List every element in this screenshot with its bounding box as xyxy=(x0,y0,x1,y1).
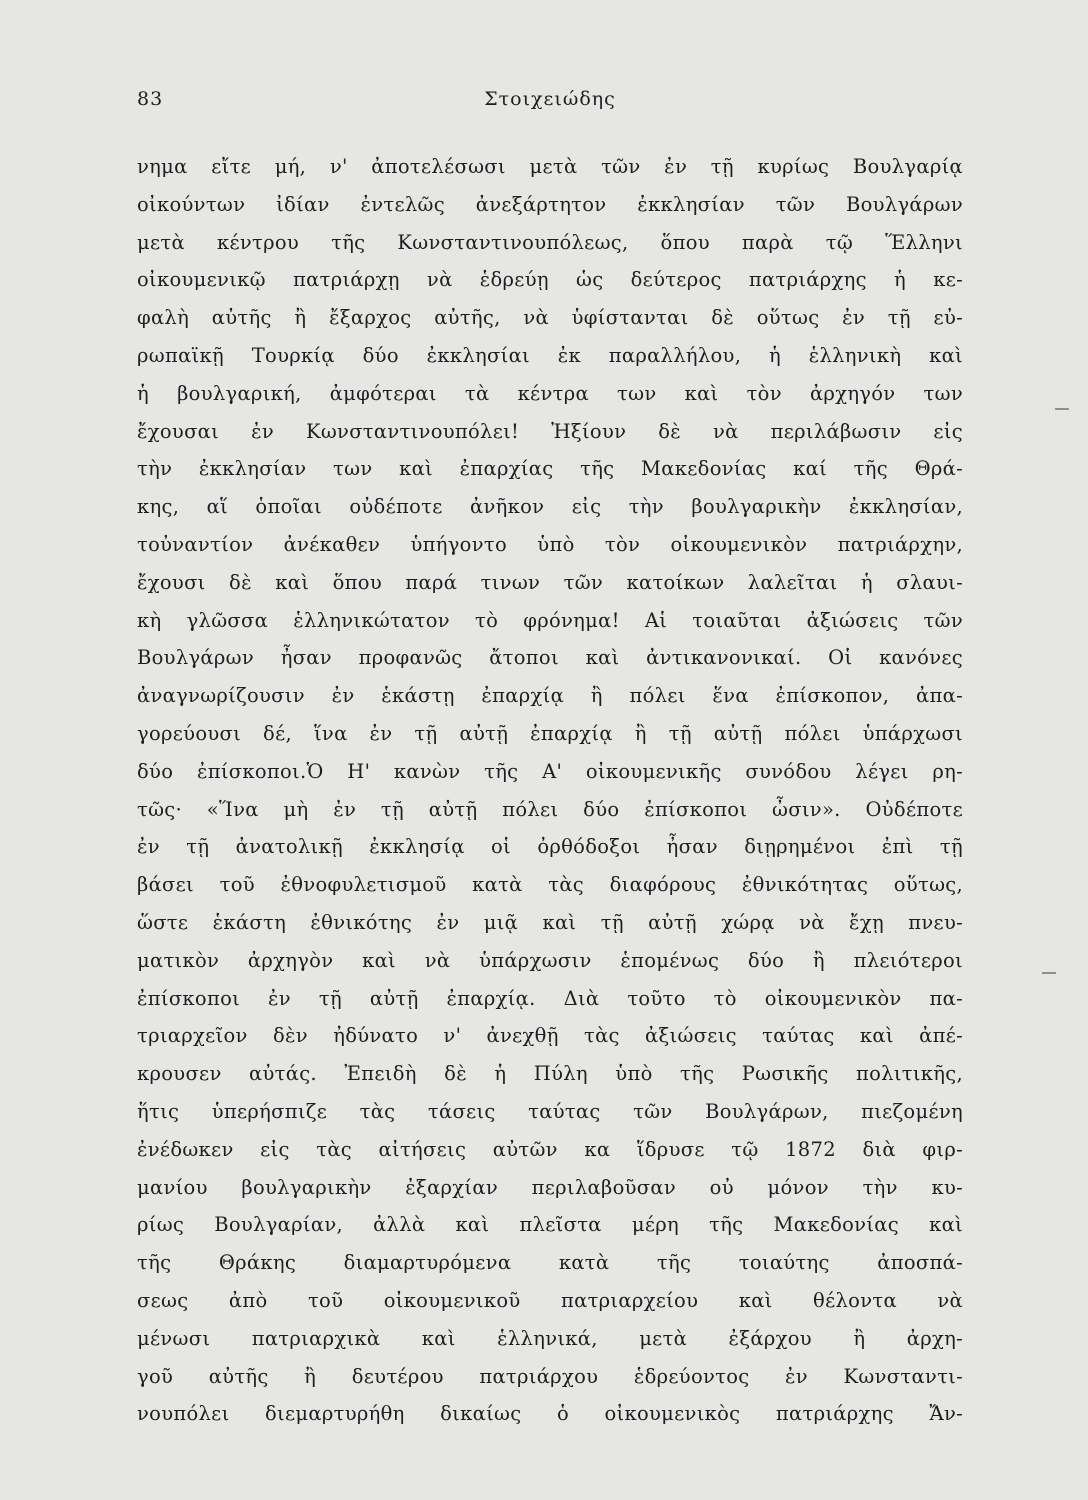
text-line: ἔχουσι δὲ καὶ ὅπου παρά τινων τῶν κατοίκων λαλεῖται ἡ σλαυι- xyxy=(137,570,963,594)
text-line: φαλὴ αὐτῆς ἢ ἔξαρχος αὐτῆς, νὰ ὑφίστανται δὲ οὕτως ἐν τῇ εὐ- xyxy=(137,306,963,330)
text-line: ἔχουσαι ἐν Κωνσταντινουπόλει! Ἠξίουν δὲ νὰ περιλάβωσιν εἰς xyxy=(137,419,963,443)
text-line: οἰκούντων ἰδίαν ἐντελῶς ἀνεξάρτητον ἐκκλησίαν τῶν Βουλγάρων xyxy=(137,192,963,216)
text-line: γορεύουσι δέ, ἵνα ἐν τῇ αὐτῇ ἐπαρχίᾳ ἢ τῇ αὐτῇ πόλει ὑπάρχωσι xyxy=(137,721,963,745)
text-line: ματικὸν ἀρχηγὸν καὶ νὰ ὑπάρχωσιν ἑπομένως δύο ἢ πλειότεροι xyxy=(137,948,963,972)
text-line: ἡ βουλγαρική, ἀμφότεραι τὰ κέντρα των καὶ τὸν ἀρχηγόν των xyxy=(137,381,963,405)
text-line: γοῦ αὐτῆς ἢ δευτέρου πατριάρχου ἑδρεύοντος ἐν Κωνσταντι- xyxy=(137,1364,963,1388)
text-line: ἥτις ὑπερήσπιζε τὰς τάσεις ταύτας τῶν Βουλγάρων, πιεζομένη xyxy=(137,1099,963,1123)
text-line: τῆς Θράκης διαμαρτυρόμενα κατὰ τῆς τοιαύτης ἀποσπά- xyxy=(137,1251,963,1275)
running-title: Στοιχειώδης xyxy=(484,88,616,110)
margin-speck xyxy=(1055,408,1069,410)
text-line: κρουσεν αὐτάς. Ἐπειδὴ δὲ ἡ Πύλη ὑπὸ τῆς Ρωσικῆς πολιτικῆς, xyxy=(137,1062,963,1086)
text-line: ρίως Βουλγαρίαν, ἀλλὰ καὶ πλεῖστα μέρη τῆς Μακεδονίας καὶ xyxy=(137,1213,963,1237)
text-line: ἐν τῇ ἀνατολικῇ ἐκκλησίᾳ οἱ ὀρθόδοξοι ἦσαν διῃρημένοι ἐπὶ τῇ xyxy=(137,835,963,859)
text-line: δύο ἐπίσκοποι.Ὁ Η' κανὼν τῆς Α' οἰκουμενικῆς συνόδου λέγει ρη- xyxy=(137,759,963,783)
text-line: νουπόλει διεμαρτυρήθη δικαίως ὁ οἰκουμενικὸς πατριάρχης Ἄν- xyxy=(137,1402,963,1426)
text-line: οἰκουμενικῷ πατριάρχῃ νὰ ἑδρεύῃ ὡς δεύτερος πατριάρχης ἡ κε- xyxy=(137,268,963,292)
text-line: ὥστε ἑκάστη ἐθνικότης ἐν μιᾷ καὶ τῇ αὐτῇ χώρᾳ νὰ ἔχῃ πνευ- xyxy=(137,910,963,934)
text-line: τοὐναντίον ἀνέκαθεν ὑπήγοντο ὑπὸ τὸν οἰκουμενικὸν πατριάρχην, xyxy=(137,532,963,556)
page-header xyxy=(137,88,963,118)
text-line: ρωπαϊκῇ Τουρκίᾳ δύο ἐκκλησίαι ἐκ παραλλήλου, ἡ ἑλληνικὴ καὶ xyxy=(137,343,963,367)
margin-speck xyxy=(1042,972,1056,974)
text-line: ἐνέδωκεν εἰς τὰς αἰτήσεις αὐτῶν κα ἵδρυσε τῷ 1872 διὰ φιρ- xyxy=(137,1137,963,1161)
text-line: κὴ γλῶσσα ἑλληνικώτατον τὸ φρόνημα! Αἱ τοιαῦται ἀξιώσεις τῶν xyxy=(137,608,963,632)
text-line: μανίου βουλγαρικὴν ἐξαρχίαν περιλαβοῦσαν οὐ μόνον τὴν κυ- xyxy=(137,1175,963,1199)
text-line: μένωσι πατριαρχικὰ καὶ ἑλληνικά, μετὰ ἐξάρχου ἢ ἀρχη- xyxy=(137,1326,963,1350)
text-line: Βουλγάρων ἦσαν προφανῶς ἄτοποι καὶ ἀντικανονικαί. Οἱ κανόνες xyxy=(137,646,963,670)
text-line: ἐπίσκοποι ἐν τῇ αὐτῇ ἐπαρχίᾳ. Διὰ τοῦτο τὸ οἰκουμενικὸν πα- xyxy=(137,986,963,1010)
text-line: ἀναγνωρίζουσιν ἐν ἑκάστῃ ἐπαρχίᾳ ἢ πόλει ἕνα ἐπίσκοπον, ἀπα- xyxy=(137,684,963,708)
text-line: τὴν ἐκκλησίαν των καὶ ἐπαρχίας τῆς Μακεδονίας καί τῆς Θρά- xyxy=(137,457,963,481)
page-number: 83 xyxy=(137,88,164,110)
text-line: νημα εἴτε μή, ν' ἀποτελέσωσι μετὰ τῶν ἐν τῇ κυρίως Βουλγαρίᾳ xyxy=(137,155,963,178)
text-line: κης, αἵ ὁποῖαι οὐδέποτε ἀνῆκον εἰς τὴν βουλγαρικὴν ἐκκλησίαν, xyxy=(137,495,963,519)
text-line: σεως ἀπὸ τοῦ οἰκουμενικοῦ πατριαρχείου καὶ θέλοντα νὰ xyxy=(137,1288,963,1312)
text-line: τριαρχεῖον δὲν ἠδύνατο ν' ἀνεχθῇ τὰς ἀξιώσεις ταύτας καὶ ἀπέ- xyxy=(137,1024,963,1048)
text-line: τῶς· «Ἵνα μὴ ἐν τῇ αὐτῇ πόλει δύο ἐπίσκοποι ὦσιν». Οὐδέποτε xyxy=(137,797,963,821)
text-line: βάσει τοῦ ἐθνοφυλετισμοῦ κατὰ τὰς διαφόρους ἐθνικότητας οὕτως, xyxy=(137,873,963,897)
body-text xyxy=(137,148,963,1433)
text-line: μετὰ κέντρου τῆς Κωνσταντινουπόλεως, ὅπου παρὰ τῷ Ἕλληνι xyxy=(137,230,963,254)
